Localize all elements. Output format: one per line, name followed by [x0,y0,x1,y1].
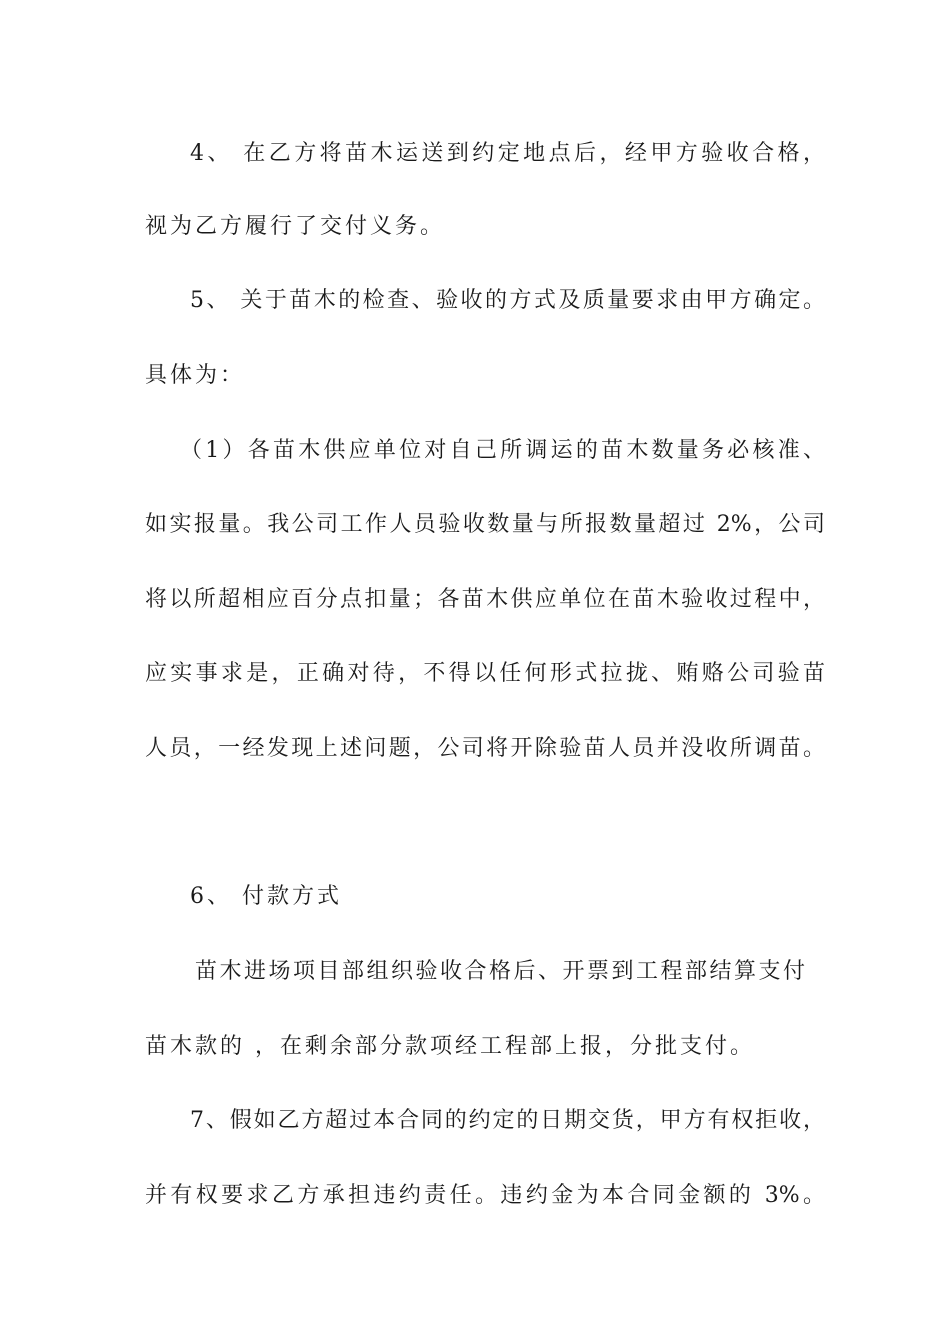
clause-5-1-line-4: 应实事求是，正确对待，不得以任何形式拉拢、贿赂公司验苗 [145,661,825,686]
clause-5-1-line-5: 人员，一经发现上述问题，公司将开除验苗人员并没收所调苗。 [145,736,825,761]
clause-5-1-line-1: （1）各苗木供应单位对自己所调运的苗木数量务必核准、 [180,438,825,463]
clause-7-line-2: 并有权要求乙方承担违约责任。违约金为本合同金额的 3%。 [145,1183,825,1208]
clause-4-line-2: 视为乙方履行了交付义务。 [145,214,446,239]
clause-4-line-1: 4、 在乙方将苗木运送到约定地点后，经甲方验收合格， [190,141,825,166]
clause-6-heading: 6、 付款方式 [190,884,342,909]
clause-7-line-1: 7、假如乙方超过本合同的约定的日期交货，甲方有权拒收， [190,1108,825,1133]
clause-5-1-line-3: 将以所超相应百分点扣量；各苗木供应单位在苗木验收过程中， [145,587,825,612]
clause-5-1-line-2: 如实报量。我公司工作人员验收数量与所报数量超过 2%，公司 [145,512,825,537]
clause-6-line-1: 苗木进场项目部组织验收合格后、开票到工程部结算支付 [195,959,805,984]
clause-5-line-1: 5、 关于苗木的检查、验收的方式及质量要求由甲方确定。 [190,288,825,313]
clause-6-line-2: 苗木款的 ，在剩余部分款项经工程部上报，分批支付。 [145,1034,755,1059]
clause-5-line-2: 具体为： [145,363,246,388]
